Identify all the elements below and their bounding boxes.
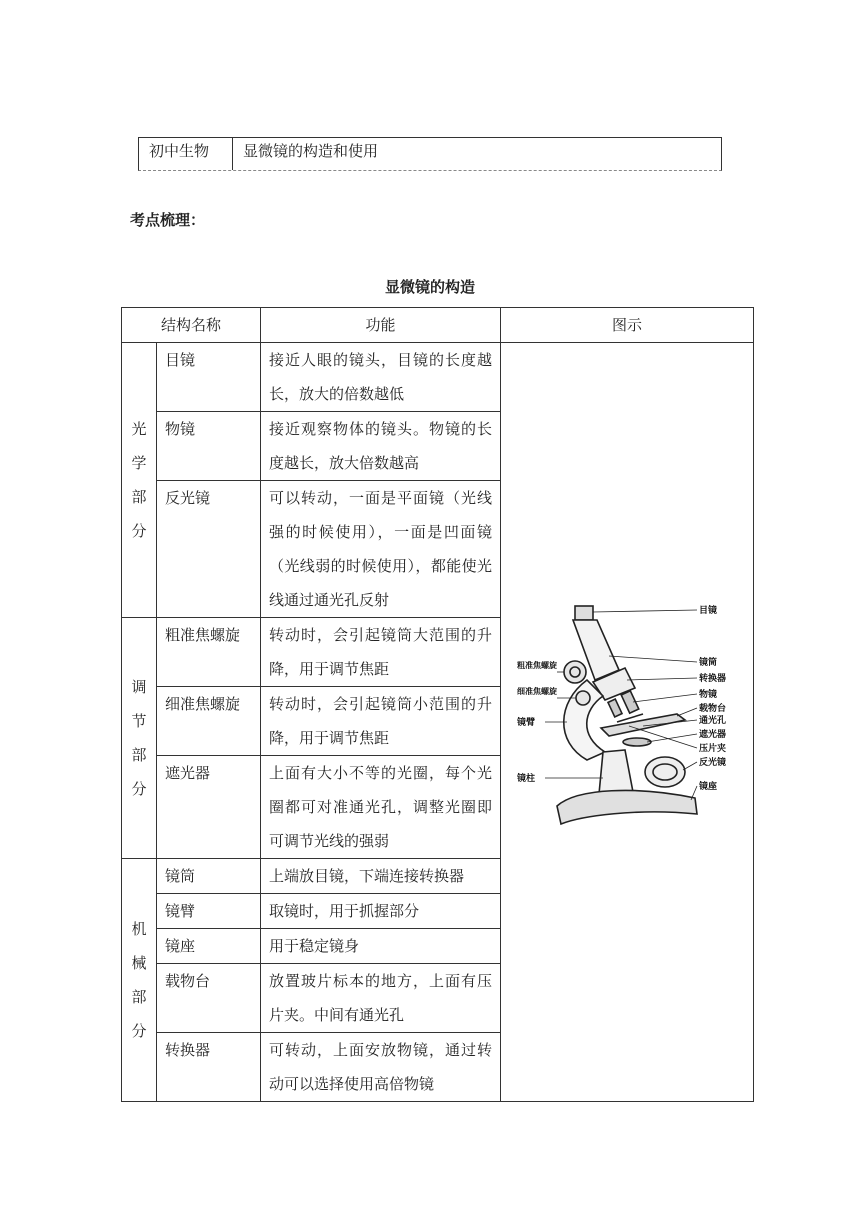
group-optical: 光学部分	[122, 343, 157, 618]
label-diaphragm: 遮光器	[699, 730, 727, 740]
row-name: 物镜	[157, 412, 261, 481]
label-pillar: 镜柱	[517, 774, 536, 784]
header-table	[138, 137, 722, 171]
label-base: 镜座	[699, 782, 718, 792]
row-function: 接近人眼的镜头，目镜的长度越长，放大的倍数越低	[261, 343, 501, 412]
col-header-function: 功能	[261, 308, 501, 343]
label-nosepiece: 转换器	[699, 674, 727, 684]
section-label: 考点梳理：	[130, 211, 206, 229]
row-name: 细准焦螺旋	[157, 687, 261, 756]
row-name: 镜筒	[157, 859, 261, 894]
row-function: 上面有大小不等的光圈，每个光圈都可对准通光孔，调整光圈即可调节光线的强弱	[261, 756, 501, 859]
label-arm: 镜臂	[517, 718, 536, 728]
row-name: 转换器	[157, 1033, 261, 1102]
col-header-name: 结构名称	[122, 308, 261, 343]
label-objective: 物镜	[699, 690, 718, 700]
row-function: 可以转动，一面是平面镜（光线强的时候使用），一面是凹面镜（光线弱的时候使用），都能使光线通过通光孔反射	[261, 481, 501, 618]
row-function: 用于稳定镜身	[261, 929, 501, 964]
label-aperture: 通光孔	[699, 716, 727, 726]
row-function: 接近观察物体的镜头。物镜的长度越长，放大倍数越高	[261, 412, 501, 481]
table-title: 显微镜的构造	[384, 278, 475, 296]
label-coarse: 粗准焦螺旋	[517, 661, 558, 670]
label-stage: 载物台	[699, 704, 727, 714]
row-function: 转动时，会引起镜筒小范围的升降，用于调节焦距	[261, 687, 501, 756]
row-name: 载物台	[157, 964, 261, 1033]
label-mirror: 反光镜	[699, 758, 727, 768]
row-name: 反光镜	[157, 481, 261, 618]
row-function: 放置玻片标本的地方，上面有压片夹。中间有通光孔	[261, 964, 501, 1033]
structure-table	[121, 307, 754, 1102]
row-name: 遮光器	[157, 756, 261, 859]
row-function: 可转动，上面安放物镜，通过转动可以选择使用高倍物镜	[261, 1033, 501, 1102]
label-eyepiece: 目镜	[699, 606, 718, 616]
row-name: 粗准焦螺旋	[157, 618, 261, 687]
microscope-figure-cell	[501, 343, 754, 1102]
label-tube: 镜筒	[699, 658, 718, 668]
row-name: 镜座	[157, 929, 261, 964]
row-function: 上端放目镜，下端连接转换器	[261, 859, 501, 894]
row-name: 镜臂	[157, 894, 261, 929]
label-fine: 细准焦螺旋	[517, 687, 558, 696]
group-mechanical: 机械部分	[122, 859, 157, 1102]
col-header-figure: 图示	[501, 308, 754, 343]
subject-cell: 初中生物	[139, 138, 233, 170]
group-adjust: 调节部分	[122, 618, 157, 859]
microscope-diagram	[517, 602, 737, 842]
row-name: 目镜	[157, 343, 261, 412]
label-clip: 压片夹	[699, 744, 727, 754]
topic-cell: 显微镜的构造和使用	[243, 142, 379, 160]
row-function: 转动时，会引起镜筒大范围的升降，用于调节焦距	[261, 618, 501, 687]
row-function: 取镜时，用于抓握部分	[261, 894, 501, 929]
